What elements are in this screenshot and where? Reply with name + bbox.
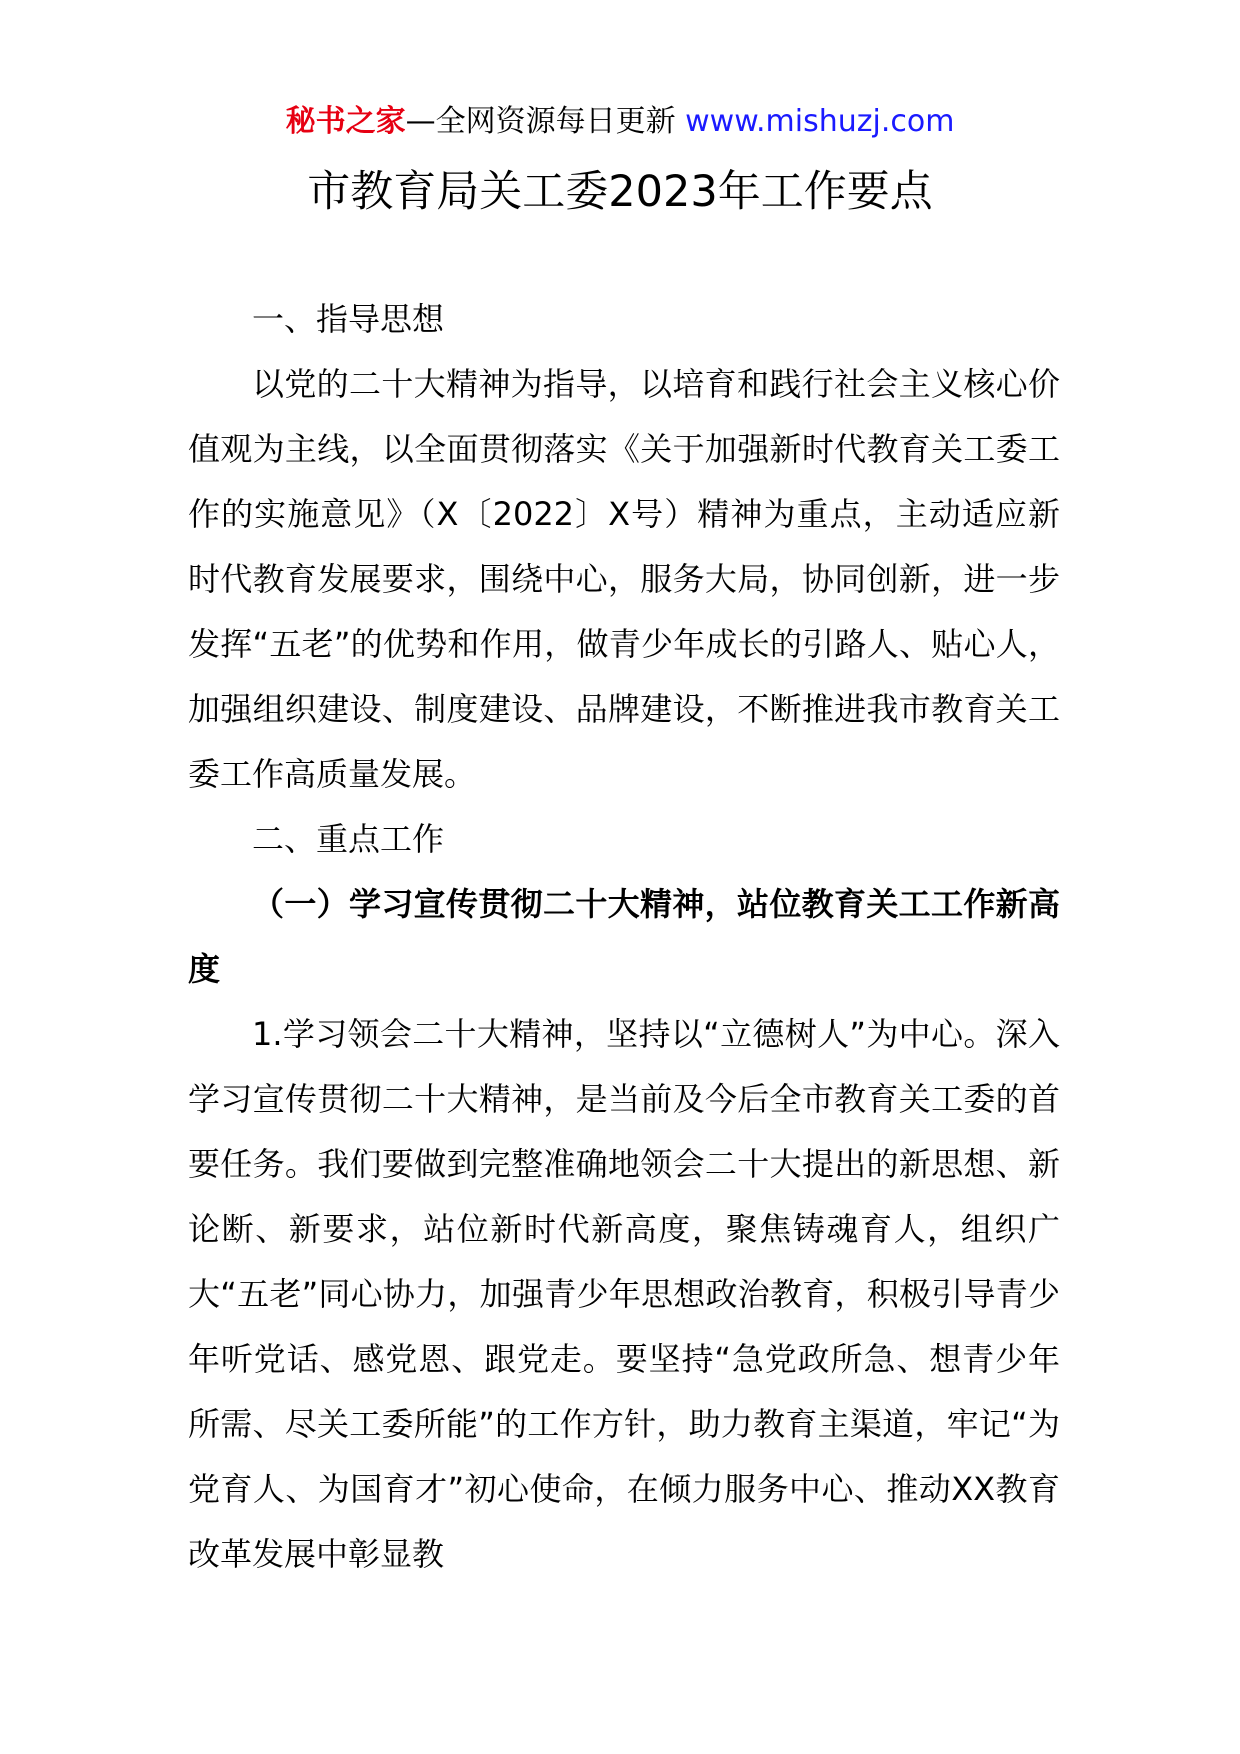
- subsection-heading-1: （一）学习宣传贯彻二十大精神，站位教育关工工作新高度: [188, 885, 1060, 988]
- site-slogan: —全网资源每日更新: [405, 104, 676, 139]
- section-heading-key-work: 二、重点工作: [252, 820, 445, 858]
- document-body: [188, 287, 1060, 1587]
- section-heading-guiding-ideology: 一、指导思想: [252, 300, 445, 338]
- site-header: [0, 100, 1240, 144]
- site-url-link[interactable]: www.mishuzj.com: [685, 104, 955, 139]
- paragraph-guiding-ideology: 以党的二十大精神为指导，以培育和践行社会主义核心价值观为主线，以全面贯彻落实《关于加强新时代教育关工委工作的实施意见》（X〔2022〕X号）精神为重点，主动适应新时代教育发展要求，围绕中心，服务大局，协同创新，进一步发挥“五老”的优势和作用，做青少年成长的引路人、贴心人，加强组织建设、制度建设、品牌建设，不断推进我市教育关工委工作高质量发展。: [188, 365, 1060, 793]
- paragraph-item-1: 1.学习领会二十大精神，坚持以“立德树人”为中心。深入学习宣传贯彻二十大精神，是当前及今后全市教育关工委的首要任务。我们要做到完整准确地领会二十大提出的新思想、新论断、新要求，站位新时代新高度，聚焦铸魂育人，组织广大“五老”同心协力，加强青少年思想政治教育，积极引导青少年听党话、感党恩、跟党走。要坚持“急党政所急、想青少年所需、尽关工委所能”的工作方针，助力教育主渠道，牢记“为党育人、为国育才”初心使命，在倾力服务中心、推动XX教育改革发展中彰显教: [188, 1015, 1060, 1573]
- site-brand: 秘书之家: [285, 104, 406, 139]
- document-title: 市教育局关工委2023年工作要点: [307, 167, 933, 217]
